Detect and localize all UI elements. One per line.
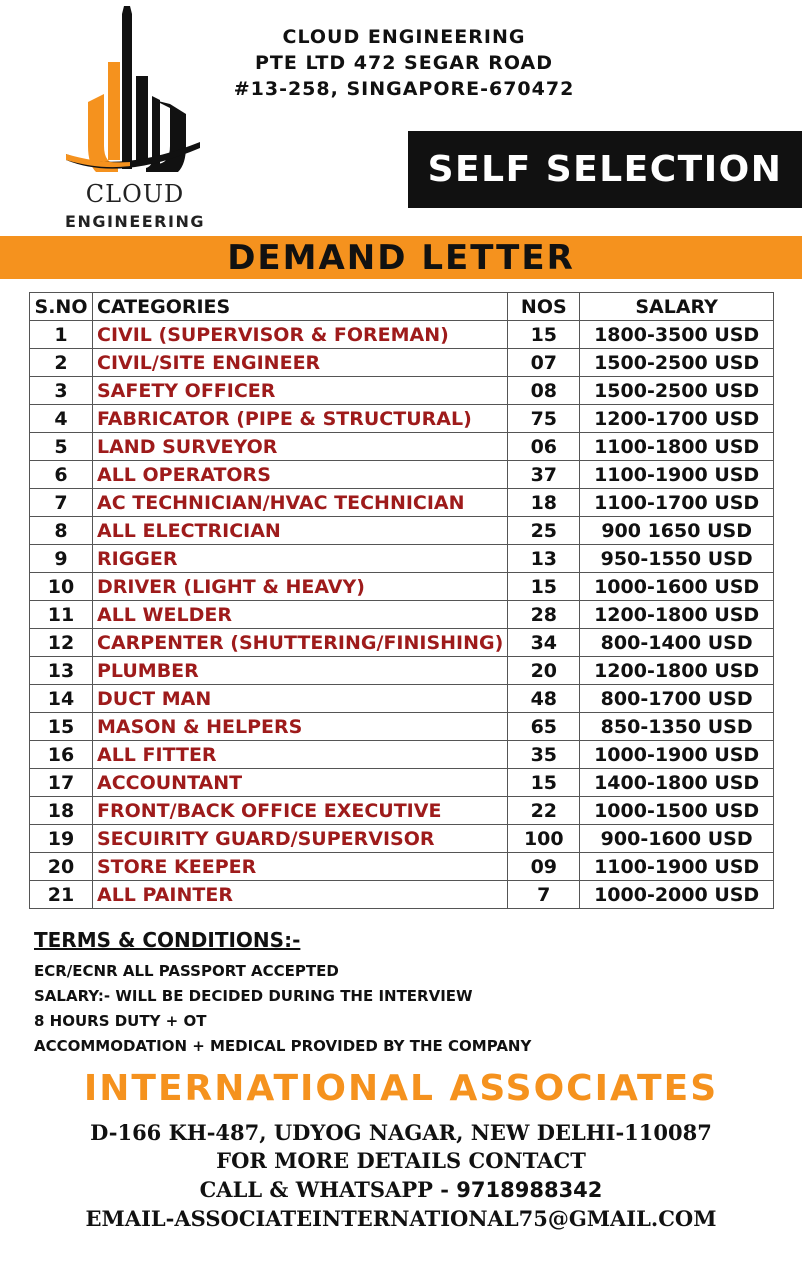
table-row — [30, 405, 774, 433]
row-category: DUCT MAN — [93, 685, 508, 713]
row-salary: 800-1400 USD — [580, 629, 774, 657]
row-sno: 14 — [30, 685, 93, 713]
row-salary: 1100-1900 USD — [580, 461, 774, 489]
row-salary: 1000-2000 USD — [580, 881, 774, 909]
row-nos: 06 — [508, 433, 580, 461]
row-salary: 1800-3500 USD — [580, 321, 774, 349]
row-salary: 1100-1700 USD — [580, 489, 774, 517]
table-row — [30, 741, 774, 769]
row-sno: 6 — [30, 461, 93, 489]
terms-title: TERMS & CONDITIONS:- — [34, 928, 301, 952]
terms-item: SALARY:- WILL BE DECIDED DURING THE INTERVIEW — [34, 987, 473, 1005]
row-sno: 9 — [30, 545, 93, 573]
table-row — [30, 601, 774, 629]
row-salary: 800-1700 USD — [580, 685, 774, 713]
row-salary: 1500-2500 USD — [580, 349, 774, 377]
row-nos: 15 — [508, 573, 580, 601]
row-category: RIGGER — [93, 545, 508, 573]
row-sno: 20 — [30, 853, 93, 881]
table-row — [30, 321, 774, 349]
row-category: STORE KEEPER — [93, 853, 508, 881]
logo-name: CLOUD — [85, 180, 185, 208]
row-nos: 15 — [508, 321, 580, 349]
terms-item: 8 HOURS DUTY + OT — [34, 1012, 207, 1030]
company-line-1: CLOUD ENGINEERING — [282, 26, 526, 48]
company-address — [214, 24, 594, 102]
row-salary: 1000-1900 USD — [580, 741, 774, 769]
row-category: FRONT/BACK OFFICE EXECUTIVE — [93, 797, 508, 825]
table-row — [30, 573, 774, 601]
row-sno: 16 — [30, 741, 93, 769]
table-row — [30, 657, 774, 685]
row-salary: 1200-1800 USD — [580, 657, 774, 685]
table-row — [30, 517, 774, 545]
table-row — [30, 377, 774, 405]
call-label: CALL & WHATSAPP - — [199, 1177, 457, 1202]
row-nos: 13 — [508, 545, 580, 573]
table-row — [30, 461, 774, 489]
row-nos: 08 — [508, 377, 580, 405]
row-sno: 7 — [30, 489, 93, 517]
table-row — [30, 349, 774, 377]
terms-item: ECR/ECNR ALL PASSPORT ACCEPTED — [34, 962, 339, 980]
table-row — [30, 853, 774, 881]
jobs-table — [29, 292, 774, 909]
self-selection-banner: SELF SELECTION — [408, 131, 802, 208]
row-salary: 1100-1900 USD — [580, 853, 774, 881]
row-category: LAND SURVEYOR — [93, 433, 508, 461]
row-category: ALL FITTER — [93, 741, 508, 769]
row-nos: 65 — [508, 713, 580, 741]
row-salary: 850-1350 USD — [580, 713, 774, 741]
row-sno: 17 — [30, 769, 93, 797]
row-category: DRIVER (LIGHT & HEAVY) — [93, 573, 508, 601]
row-nos: 37 — [508, 461, 580, 489]
email-address[interactable]: EMAIL-ASSOCIATEINTERNATIONAL75@GMAIL.COM — [85, 1206, 717, 1231]
row-salary: 900 1650 USD — [580, 517, 774, 545]
row-salary: 1100-1800 USD — [580, 433, 774, 461]
table-row — [30, 825, 774, 853]
header-salary: SALARY — [580, 293, 774, 321]
table-body — [30, 321, 774, 909]
row-sno: 1 — [30, 321, 93, 349]
table-row — [30, 881, 774, 909]
row-salary: 1200-1800 USD — [580, 601, 774, 629]
table-row — [30, 433, 774, 461]
header-nos: NOS — [508, 293, 580, 321]
row-sno: 21 — [30, 881, 93, 909]
row-sno: 18 — [30, 797, 93, 825]
header-sno: S.NO — [30, 293, 93, 321]
row-category: MASON & HELPERS — [93, 713, 508, 741]
row-salary: 1000-1600 USD — [580, 573, 774, 601]
row-sno: 3 — [30, 377, 93, 405]
row-sno: 8 — [30, 517, 93, 545]
company-line-2: PTE LTD 472 SEGAR ROAD — [254, 52, 554, 74]
row-sno: 2 — [30, 349, 93, 377]
table-row — [30, 769, 774, 797]
row-sno: 12 — [30, 629, 93, 657]
table-row — [30, 629, 774, 657]
row-salary: 1500-2500 USD — [580, 377, 774, 405]
row-nos: 75 — [508, 405, 580, 433]
row-salary: 1000-1500 USD — [580, 797, 774, 825]
logo-subtitle: ENGINEERING — [65, 212, 205, 231]
row-salary: 900-1600 USD — [580, 825, 774, 853]
row-category: SECUIRITY GUARD/SUPERVISOR — [93, 825, 508, 853]
row-category: AC TECHNICIAN/HVAC TECHNICIAN — [93, 489, 508, 517]
table-row — [30, 685, 774, 713]
table-row — [30, 489, 774, 517]
row-nos: 18 — [508, 489, 580, 517]
agency-address: D-166 KH-487, UDYOG NAGAR, NEW DELHI-110087 — [90, 1120, 712, 1145]
row-category: CIVIL (SUPERVISOR & FOREMAN) — [93, 321, 508, 349]
terms-item: ACCOMMODATION + MEDICAL PROVIDED BY THE COMPANY — [34, 1037, 532, 1055]
row-salary: 950-1550 USD — [580, 545, 774, 573]
row-sno: 10 — [30, 573, 93, 601]
row-nos: 35 — [508, 741, 580, 769]
row-sno: 11 — [30, 601, 93, 629]
row-category: ACCOUNTANT — [93, 769, 508, 797]
row-sno: 5 — [30, 433, 93, 461]
company-logo — [60, 4, 210, 234]
table-header-row — [30, 293, 774, 321]
row-nos: 25 — [508, 517, 580, 545]
row-sno: 4 — [30, 405, 93, 433]
row-sno: 15 — [30, 713, 93, 741]
row-nos: 07 — [508, 349, 580, 377]
row-nos: 15 — [508, 769, 580, 797]
table-row — [30, 545, 774, 573]
row-category: SAFETY OFFICER — [93, 377, 508, 405]
contact-line — [0, 1177, 802, 1202]
row-category: ALL OPERATORS — [93, 461, 508, 489]
header-categories: CATEGORIES — [93, 293, 508, 321]
row-category: PLUMBER — [93, 657, 508, 685]
row-category: FABRICATOR (PIPE & STRUCTURAL) — [93, 405, 508, 433]
phone-number[interactable]: 9718988342 — [456, 1178, 603, 1202]
table-row — [30, 713, 774, 741]
row-nos: 22 — [508, 797, 580, 825]
agency-name: INTERNATIONAL ASSOCIATES — [83, 1068, 719, 1109]
contact-heading: FOR MORE DETAILS CONTACT — [216, 1148, 586, 1173]
row-sno: 19 — [30, 825, 93, 853]
row-category: CIVIL/SITE ENGINEER — [93, 349, 508, 377]
row-category: CARPENTER (SHUTTERING/FINISHING) — [93, 629, 508, 657]
row-nos: 7 — [508, 881, 580, 909]
row-nos: 34 — [508, 629, 580, 657]
table-row — [30, 797, 774, 825]
row-sno: 13 — [30, 657, 93, 685]
row-nos: 20 — [508, 657, 580, 685]
building-logo-icon — [60, 4, 210, 184]
row-category: ALL ELECTRICIAN — [93, 517, 508, 545]
row-category: ALL PAINTER — [93, 881, 508, 909]
demand-letter-heading: DEMAND LETTER — [0, 236, 802, 279]
terms-list — [34, 960, 531, 1060]
row-salary: 1200-1700 USD — [580, 405, 774, 433]
row-nos: 09 — [508, 853, 580, 881]
row-nos: 28 — [508, 601, 580, 629]
company-line-3: #13-258, SINGAPORE-670472 — [233, 78, 575, 100]
row-salary: 1400-1800 USD — [580, 769, 774, 797]
row-nos: 100 — [508, 825, 580, 853]
row-nos: 48 — [508, 685, 580, 713]
row-category: ALL WELDER — [93, 601, 508, 629]
